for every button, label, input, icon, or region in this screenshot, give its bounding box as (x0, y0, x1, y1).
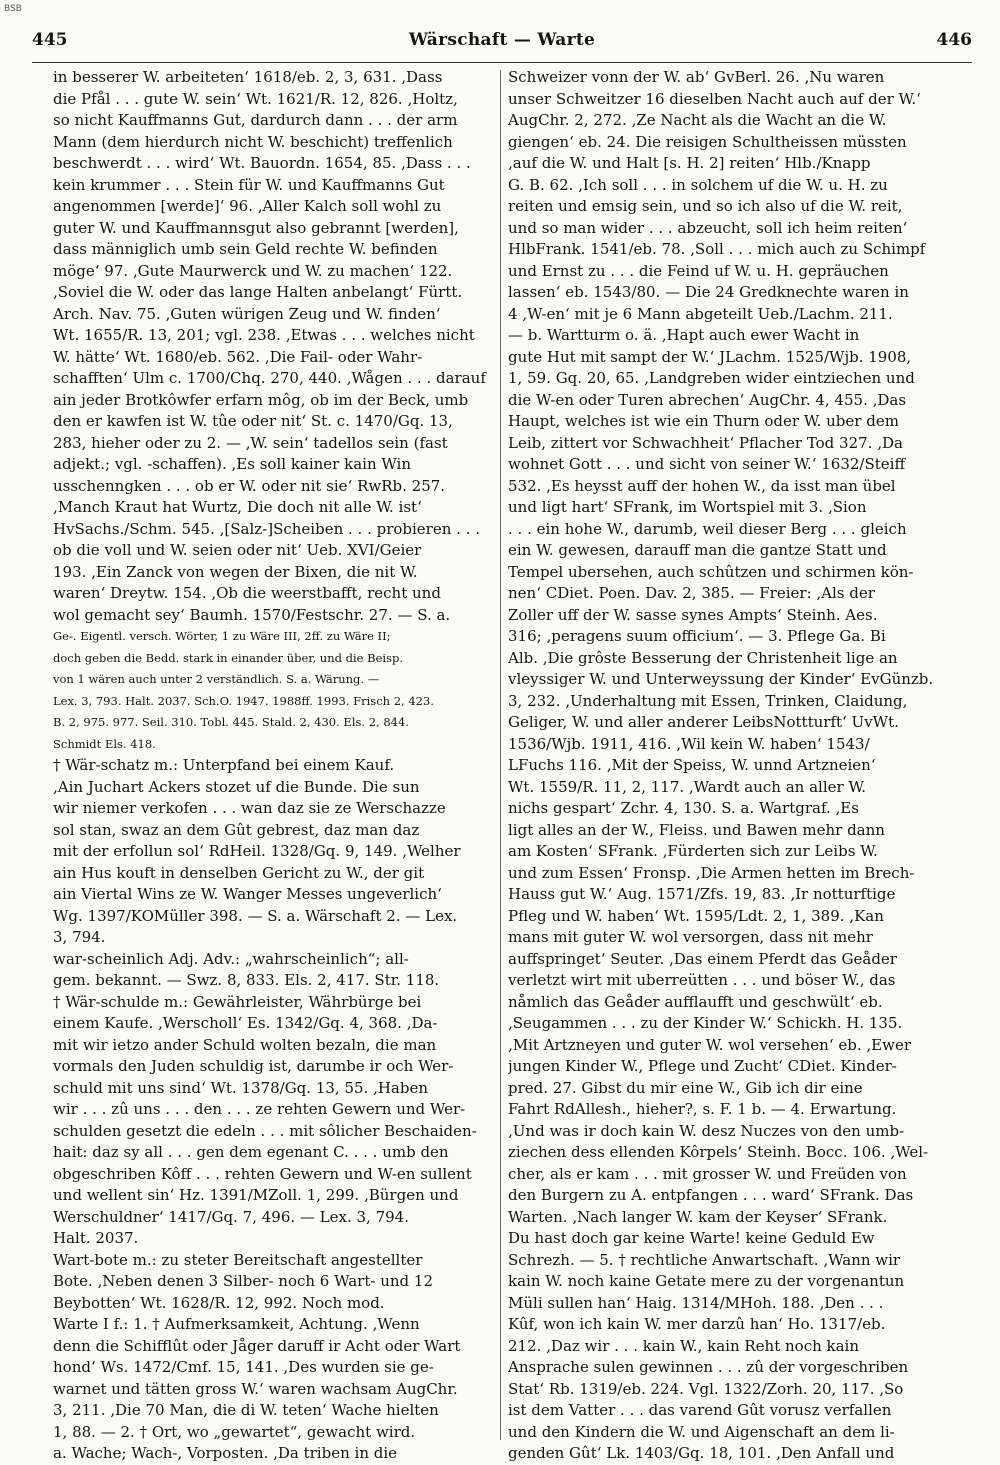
text-line: mans mit guter W. wol versorgen, dass nit mehr (508, 928, 873, 946)
text-line: Werschuldner‘ 1417/Gq. 7, 496. — Lex. 3, 794. (53, 1207, 409, 1226)
text-line: ‚Ain Juchart Ackers stozet uf die Bunde. Die sun (53, 777, 420, 796)
text-line: Haupt, welches ist wie ein Thurn oder W. uber dem (508, 412, 899, 430)
text-line: a. Wache; Wach-, Vorposten. ‚Da triben in die (53, 1444, 398, 1462)
text-line: hond‘ Ws. 1472/Cmf. 15, 141. ‚Des wurden sie ge- (53, 1358, 434, 1376)
text-line: gute Hut mit sampt der W.‘ JLachm. 1525/Wjb. 1908, (508, 347, 912, 366)
text-line: AugChr. 2, 272. ‚Ze Nacht als die Wacht an die W. (508, 111, 887, 129)
text-line: Lex. 3, 793. Halt. 2037. Sch.O. 1947. 1988ff. 1993. Frisch 2, 423. (53, 693, 434, 708)
text-line: 532. ‚Es heysst auff der hohen W., da isst man übel (508, 476, 896, 495)
text-line: Halt. 2037. (53, 1229, 139, 1247)
running-title: Wärschaft — Warte (408, 30, 596, 50)
text-line: 193. ‚Ein Zanck von wegen der Bixen, die nit W. (53, 562, 418, 581)
text-line: wir niemer verkofen . . . wan daz sie ze Werschazze (53, 799, 446, 817)
text-line: Warte I f.: 1. † Aufmerksamkeit, Achtung. ‚Wenn (53, 1315, 420, 1333)
text-line: Pfleg und W. haben‘ Wt. 1595/Ldt. 2, 1, 389. ‚Kan (508, 906, 884, 925)
text-line: kein krummer . . . Stein für W. und Kauffmanns Gut (53, 175, 445, 194)
text-line: nåmlich das Geåder aufflaufft und geschwült‘ eb. (508, 992, 883, 1011)
text-line: angenommen [werde]‘ 96. ‚Aller Kalch soll wohl zu (53, 197, 442, 215)
text-line: 3, 794. (53, 928, 106, 946)
text-line: ain Viertal Wins ze W. Wanger Messes ungeverlich‘ (53, 885, 442, 903)
text-line: HvSachs./Schm. 545. ‚[Salz-]Scheiben . . . probieren . . . (53, 519, 481, 538)
text-line: 1, 88. — 2. † Ort, wo „gewartet“, gewacht wird. (53, 1422, 416, 1441)
text-line: so nicht Kauffmanns Gut, dardurch dann . . . der arm (53, 111, 458, 129)
text-line: mit wir ietzo ander Schuld wolten bezaln, die man (53, 1035, 437, 1054)
text-line: ain Hus kouft in denselben Gericht zu W., der git (53, 863, 425, 882)
text-line: Stat‘ Rb. 1319/eb. 224. Vgl. 1322/Zorh. 20, 117. ‚So (508, 1379, 904, 1398)
text-line: LFuchs 116. ‚Mit der Speiss, W. unnd Artzneien‘ (508, 756, 876, 774)
text-line: Schmidt Els. 418. (53, 736, 156, 751)
text-line: Mann (dem hierdurch nicht W. beschicht) treffenlich (53, 132, 453, 151)
text-line: ‚Manch Kraut hat Wurtz, Die doch nit alle W. ist‘ (53, 498, 422, 516)
text-line: wir . . . zû uns . . . den . . . ze rehten Gewern und Wer- (53, 1100, 466, 1118)
text-line: die W-en oder Turen abrechen‘ AugChr. 4, 455. ‚Das (508, 390, 907, 409)
text-line: ‚Soviel die W. oder das lange Halten anbelangt‘ Fürtt. (53, 283, 463, 301)
text-line: unser Schweitzer 16 dieselben Nacht auch auf der W.‘ (508, 89, 921, 108)
text-line: war-scheinlich Adj. Adv.: „wahrscheinlich“; all- (53, 949, 409, 968)
text-line: nen‘ CDiet. Poen. Dav. 2, 385. — Freier: ‚Als der (508, 584, 875, 602)
text-line: und Ernst zu . . . die Feind uf W. u. H. gepräuchen (508, 261, 889, 280)
text-line: 212. ‚Daz wir . . . kain W., kain Reht noch kain (508, 1336, 860, 1355)
text-line: ‚auf die W. und Halt [s. H. 2] reiten‘ Hlb./Knapp (508, 154, 871, 172)
text-line: ‚Seugammen . . . zu der Kinder W.‘ Schickh. H. 135. (508, 1014, 903, 1032)
text-line: ligt alles an der W., Fleiss. und Bawen mehr dann (508, 820, 885, 839)
text-line: reiten und emsig sein, und so ich also uf die W. reit, (508, 197, 903, 215)
text-line: und wellent sin‘ Hz. 1391/MZoll. 1, 299. ‚Bürgen und (53, 1186, 459, 1204)
text-line: giengen‘ eb. 24. Die reisigen Schultheissen müssten (508, 132, 907, 151)
text-line: guter W. und Kauffmannsgut also gebrannt [werden], (53, 218, 459, 237)
text-line: 316; ‚peragens suum officium‘. — 3. Pflege Ga. Bi (508, 627, 886, 645)
text-line: usschenngken . . . ob er W. oder nit sie‘ RwRb. 257. (53, 476, 446, 495)
text-line: Wart-bote m.: zu steter Bereitschaft angestellter (53, 1250, 423, 1269)
text-line: 1536/Wjb. 1911, 416. ‚Wil kein W. haben‘ 1543/ (508, 734, 870, 753)
text-line: ziechen dess ellenden Kôrpels‘ Steinh. Bocc. 106. ‚Wel- (508, 1143, 929, 1161)
text-line: adjekt.; vgl. -schaffen). ‚Es soll kainer kain Win (53, 455, 411, 473)
text-line: denn die Schifflût oder Jåger daruff ir Acht oder Wart (53, 1336, 461, 1355)
text-line: Kûf, won ich kain W. mer darzû han‘ Ho. 1317/eb. (508, 1315, 886, 1333)
text-line: 3, 232. ‚Underhaltung mit Essen, Trinken, Claidung, (508, 691, 908, 710)
text-line: von 1 wären auch unter 2 verständlich. S. a. Wärung. — (53, 672, 380, 686)
text-line: waren‘ Dreytw. 154. ‚Ob die weerstbafft, recht und (53, 584, 441, 602)
text-line: die Pfål . . . gute W. sein‘ Wt. 1621/R. 12, 826. ‚Holtz, (53, 89, 458, 108)
text-line: gem. bekannt. — Swz. 8, 833. Els. 2, 417. Str. 118. (53, 971, 440, 989)
text-line: Warten. ‚Nach langer W. kam der Keyser‘ SFrank. (508, 1207, 888, 1226)
text-line: möge‘ 97. ‚Gute Maurwerck und W. zu machen‘ 122. (53, 261, 453, 280)
header-rule (32, 62, 972, 63)
page-number-right: 446 (936, 30, 972, 50)
text-line: Schrezh. — 5. † rechtliche Anwartschaft. ‚Wann wir (508, 1250, 901, 1269)
page-header (32, 24, 972, 60)
text-line: einem Kaufe. ‚Werscholl‘ Es. 1342/Gq. 4, 368. ‚Da- (53, 1014, 438, 1032)
text-line: Müli sullen han‘ Haig. 1314/MHoh. 188. ‚Den . . . (508, 1293, 884, 1312)
text-line: auffspringet‘ Seuter. ‚Das einem Pferdt das Geåder (508, 949, 897, 968)
text-line: † Wär-schatz m.: Unterpfand bei einem Kauf. (53, 756, 395, 774)
text-line: beschwerdt . . . wird‘ Wt. Bauordn. 1654, 85. ‚Dass . . . (53, 154, 471, 172)
text-line: schafften‘ Ulm c. 1700/Chq. 270, 440. ‚Wågen . . . darauf (53, 369, 486, 387)
text-line: lassen‘ eb. 1543/80. — Die 24 Gredknechte waren in (508, 283, 909, 301)
text-line: Geliger, W. und aller anderer LeibsNottturft‘ UvWt. (508, 713, 899, 731)
text-line: Leib, zittert vor Schwachheit‘ Pflacher Tod 327. ‚Da (508, 433, 903, 452)
text-line: und so man wider . . . abzeucht, soll ich heim reiten‘ (508, 218, 908, 237)
text-line: 1, 59. Gq. 20, 65. ‚Landgreben wider eintziechen und (508, 369, 915, 387)
text-line: hait: daz sy all . . . gen dem egenant C. . . . umb den (53, 1143, 449, 1161)
text-line: ‚Mit Artzneyen und guter W. wol versehen‘ eb. ‚Ewer (508, 1035, 911, 1054)
text-line: Schweizer vonn der W. ab‘ GvBerl. 26. ‚Nu waren (508, 68, 885, 86)
text-line: obgeschriben Kôff . . . rehten Gewern und W-en sullent (53, 1164, 472, 1183)
text-line: und ligt hart‘ SFrank, im Wortspiel mit 3. ‚Sion (508, 498, 867, 516)
text-line: mit der erfollun sol‘ RdHeil. 1328/Gq. 9, 149. ‚Welher (53, 842, 461, 860)
text-line: genden Gût‘ Lk. 1403/Gq. 18, 101. ‚Den Anfall und (508, 1444, 895, 1462)
text-line: und zum Essen‘ Fronsp. ‚Die Armen hetten im Brech- (508, 863, 915, 882)
text-line: cher, als er kam . . . mit grosser W. und Freüden von (508, 1164, 907, 1183)
text-line: ain jeder Brotkôwfer erfarn môg, ob im der Beck, umb (53, 390, 469, 409)
text-line: jungen Kinder W., Pflege und Zucht‘ CDiet. Kinder- (508, 1057, 897, 1075)
text-line: Hauss gut W.‘ Aug. 1571/Zfs. 19, 83. ‚Ir notturftige (508, 885, 896, 903)
text-line: . . . ein hohe W., darumb, weil dieser Berg . . . gleich (508, 519, 907, 538)
text-line: den Burgern zu A. entpfangen . . . ward‘ SFrank. Das (508, 1186, 914, 1204)
text-line: vleyssiger W. und Unterweyssung der Kinder‘ EvGünzb. (508, 670, 934, 688)
text-line: Wg. 1397/KOMüller 398. — S. a. Wärschaft 2. — Lex. (53, 906, 458, 925)
text-line: ob die voll und W. seien oder nit‘ Ueb. XVI/Geier (53, 541, 422, 559)
text-line: † Wär-schulde m.: Gewährleister, Währbürge bei (53, 992, 422, 1011)
text-line: am Kosten‘ SFrank. ‚Fürderten sich zur Leibs W. (508, 842, 878, 860)
text-line: doch geben die Bedd. stark in einander über, und die Beisp. (53, 650, 403, 665)
text-line: in besserer W. arbeiteten‘ 1618/eb. 2, 3, 631. ‚Dass (53, 68, 443, 86)
text-line: dass männiglich umb sein Geld rechte W. befinden (53, 240, 438, 258)
text-line: nichs gespart‘ Zchr. 4, 130. S. a. Wartgraf. ‚Es (508, 799, 859, 817)
text-line: HlbFrank. 1541/eb. 78. ‚Soll . . . mich auch zu Schimpf (508, 240, 926, 258)
text-line: Wt. 1559/R. 11, 2, 117. ‚Wardt auch an aller W. (508, 777, 867, 796)
text-line: schuld mit uns sind‘ Wt. 1378/Gq. 13, 55. ‚Haben (53, 1078, 428, 1097)
text-line: 3, 211. ‚Die 70 Man, die di W. teten‘ Wache hielten (53, 1401, 439, 1419)
text-line: kain W. noch kaine Getate mere zu der vorgenantun (508, 1272, 905, 1290)
text-line: Zoller uff der W. sasse synes Ampts‘ Steinh. Aes. (508, 605, 878, 624)
text-line: verletzt wirt mit uberreütten . . . und böser W., das (508, 971, 896, 989)
text-line: sol stan, swaz an dem Gût gebrest, daz man daz (53, 820, 420, 839)
text-line: W. hätte‘ Wt. 1680/eb. 562. ‚Die Fail- oder Wahr- (53, 347, 423, 366)
text-line: und den Kindern die W. und Aigenschaft an dem li- (508, 1422, 895, 1441)
text-line: ein W. gewesen, darauff man die gantze Statt und (508, 541, 887, 559)
text-line: wohnet Gott . . . und sicht von seiner W.‘ 1632/Steiff (508, 455, 906, 473)
text-line: ist dem Vatter . . . das varend Gût vorusz verfallen (508, 1401, 892, 1419)
library-watermark: BSB (4, 4, 22, 14)
text-line: Alb. ‚Die grôste Besserung der Christenheit lige an (508, 648, 898, 667)
text-line: — b. Wartturm o. ä. ‚Hapt auch ewer Wacht in (508, 326, 860, 344)
text-line: 4 ‚W-en‘ mit je 6 Mann abgeteilt Ueb./Lachm. 211. (508, 304, 893, 323)
text-line: Bote. ‚Neben denen 3 Silber- noch 6 Wart- und 12 (53, 1272, 433, 1290)
text-line: warnet und tätten gross W.‘ waren wachsam AugChr. (53, 1379, 458, 1398)
text-line: Tempel ubersehen, auch schûtzen und schirmen kön- (508, 562, 914, 581)
text-line: Ansprache sulen gewinnen . . . zû der vorgeschriben (508, 1358, 909, 1376)
text-line: wol gemacht sey‘ Baumh. 1570/Festschr. 27. — S. a. (53, 605, 451, 624)
text-line: vormals den Juden schuldig ist, darumbe ir och Wer- (53, 1057, 454, 1075)
text-line: schulden gesetzt die edeln . . . mit sôlicher Beschaiden- (53, 1121, 477, 1140)
text-line: Wt. 1655/R. 13, 201; vgl. 238. ‚Etwas . . . welches nicht (53, 326, 475, 344)
text-line: pred. 27. Gibst du mir eine W., Gib ich dir eine (508, 1078, 863, 1097)
right-column (508, 67, 956, 1465)
text-line: ‚Und was ir doch kain W. desz Nuczes von den umb- (508, 1121, 905, 1140)
text-line: Du hast doch gar keine Warte! keine Geduld Ew (508, 1229, 875, 1247)
text-line: den er kawfen ist W. tûe oder nit‘ St. c. 1470/Gq. 13, (53, 412, 453, 430)
text-line: Ge-. Eigentl. versch. Wörter, 1 zu Wäre III, 2ff. zu Wäre II; (53, 629, 391, 643)
text-line: Arch. Nav. 75. ‚Guten würigen Zeug und W. finden‘ (53, 304, 441, 323)
text-line: G. B. 62. ‚Ich soll . . . in solchem uf die W. u. H. zu (508, 175, 888, 194)
text-line: Beybotten‘ Wt. 1628/R. 12, 992. Noch mod. (53, 1293, 385, 1312)
left-column (53, 67, 501, 1465)
text-line: 283, hieher oder zu 2. — ‚W. sein‘ tadellos sein (fast (53, 433, 448, 452)
page-number-left: 445 (32, 30, 68, 50)
text-line: B. 2, 975. 977. Seil. 310. Tobl. 445. Stald. 2, 430. Els. 2, 844. (53, 715, 409, 729)
text-line: Fahrt RdAllesh., hieher?, s. F. 1 b. — 4. Erwartung. (508, 1100, 897, 1118)
column-divider (500, 70, 501, 1440)
